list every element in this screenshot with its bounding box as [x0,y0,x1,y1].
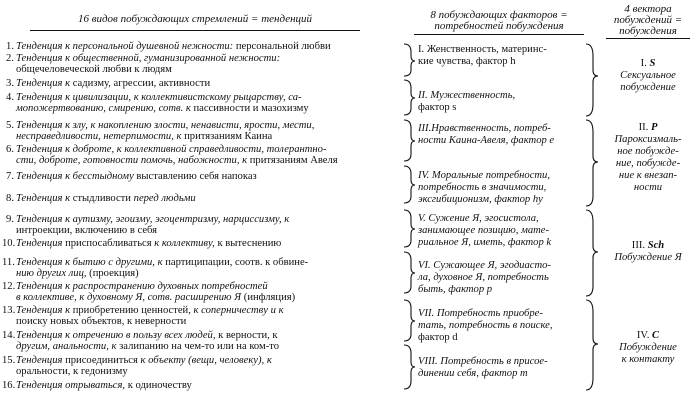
text-fragment: приобретению ценностей, [70,305,194,316]
text-fragment: потребность в значимости, [418,182,547,194]
text-fragment: I. [640,58,647,69]
text-fragment: VII. Потребность приобре- [418,308,543,319]
tendency-item-cont [2,65,410,76]
tendency-item [2,194,410,205]
text-fragment: кие чувства, фактор h [418,56,516,68]
vector-s [598,58,698,94]
tendency-item [2,306,410,317]
tendency-item-cont [2,293,410,304]
text-fragment: 12. [2,281,16,292]
text-fragment: 5. [6,120,14,131]
tendency-item [2,172,410,183]
tendency-item [2,42,410,53]
text-fragment: тать, потребность в поиске, [418,320,553,332]
text-fragment: 13. [2,305,16,316]
text-fragment: побуждение [620,82,676,93]
text-fragment: быть, фактор p [418,284,493,296]
text-fragment: нию других лиц, [16,268,87,279]
header-tendencies: 16 видов побуждающих стремлений = тенденций [77,13,313,25]
tendency-item-cont [2,132,410,143]
text-fragment: Тенденция [16,238,63,249]
tendency-item-cont [2,342,410,353]
text-fragment: Тенденция к бесстыдному [16,171,134,182]
text-fragment: притязаниям Авеля [247,155,338,166]
text-fragment: Тенденция к [16,193,71,204]
text-fragment: 6. [6,144,14,155]
tendency-item [2,145,410,156]
vector-p [598,122,698,194]
text-fragment: к вытеснению [214,238,282,249]
tendency-item [2,282,410,293]
tendency-item [2,356,410,367]
text-fragment: общечеловеческой любви к людям [16,64,172,75]
text-fragment: к объекту (вещи, человеку), к [140,355,272,366]
text-fragment: Тенденция к аутизму, эгоизму, эгоцентризму, нарциссизму, к [16,214,290,225]
text-fragment: к коллективу, [154,238,215,249]
text-fragment: I. Женственность, материнс- [418,44,547,55]
text-fragment: к одиночеству [125,380,192,391]
tendency-item-cont [2,317,410,328]
text-fragment: Сексуальное [620,70,676,81]
factor-4 [418,170,588,207]
header-vectors-rule [606,38,690,39]
text-fragment: к верности, к [215,330,278,341]
tendency-item [2,258,410,269]
tendency-item [2,121,410,132]
tendency-item [2,215,410,226]
text-fragment: 1. [6,41,14,52]
header-factors-rule [414,34,584,35]
tendency-item-cont [2,367,410,378]
text-fragment: Тенденция к [16,78,71,89]
text-fragment: Побуждение [619,342,677,353]
header-vectors-line2: побуждений = [613,14,683,26]
text-fragment: приспосабливаться [62,238,155,249]
text-fragment: 15. [2,355,16,366]
text-fragment: 9. [6,214,14,225]
text-fragment: фактор d [418,332,458,344]
header-tendencies-rule [30,30,360,31]
text-fragment: притязаниям Каина [181,131,273,142]
header-factors-line1: 8 побуждающих факторов = [430,9,568,21]
factor-6 [418,260,588,297]
text-fragment: выставлению себя напоказ [133,171,257,182]
text-fragment: риальное Я, иметь, фактор k [418,237,552,249]
text-fragment: мопожертвованию, смирению, сотв. к [16,103,191,114]
text-fragment: садизму, агрессии, активности [70,78,211,89]
header-factors-line2: потребностей побуждения [434,20,564,32]
text-fragment: эксгибиционизм, фактор hy [418,194,543,206]
text-fragment: партиципации, соотв. к обвине- [162,257,309,268]
text-fragment: 4. [6,92,14,103]
text-fragment: 11. [2,257,15,268]
text-fragment: залипанию на чем-то или на ком-то [116,341,280,352]
text-fragment: Тенденция к доброте, к коллективной справедливости, толерантно- [16,144,327,155]
tendency-item [2,239,410,250]
text-fragment: ние, побужде- [615,158,681,169]
text-fragment: ности [633,182,663,193]
tendency-item-cont [2,156,410,167]
text-fragment: C [652,330,660,341]
text-fragment: 8. [6,193,14,204]
text-fragment: (проекция) [86,268,139,279]
text-fragment: IV. Моральные потребности, [418,170,550,181]
text-fragment: 14. [2,330,16,341]
text-fragment: ное побужде- [617,146,679,157]
text-fragment: Sch [647,240,665,251]
text-fragment: Тенденция к бытию с другими, к [16,257,163,268]
text-fragment: VIII. Потребность в присое- [418,356,548,367]
text-fragment: Тенденция к распространению духовных потребностей [16,281,268,292]
tendency-item [2,331,410,342]
text-fragment: ности Каина-Авеля, фактор e [418,135,555,147]
text-fragment: присоединиться [62,355,141,366]
factor-7 [418,308,588,345]
text-fragment: к соперничеству и к [193,305,284,316]
factor-3 [418,123,588,147]
text-fragment: к контакту [621,354,675,365]
factor-8 [418,356,588,380]
text-fragment: VI. Сужающее Я, эгодиасто- [418,260,551,271]
tendency-item-cont [2,226,410,237]
text-fragment: V. Сужение Я, эгосистола, [418,213,539,224]
header-vectors-line1: 4 вектора [624,3,672,15]
text-fragment: 10. [2,238,16,249]
text-fragment: поиску новых объектов, к неверности [16,316,187,327]
text-fragment: III.Нравственность, потреб- [418,123,551,134]
text-fragment: пассивности и мазохизму [190,103,309,114]
header-vectors-line3: побуждения [619,25,677,37]
text-fragment: персональной любви [233,41,331,52]
text-fragment: Пароксизмаль- [614,134,682,145]
header-vectors [598,4,698,37]
text-fragment: IV. [636,330,650,341]
text-fragment: интроекции, включению в себя [16,225,158,236]
tendency-item-cont [2,269,410,280]
text-fragment: II. Мужественность, [418,90,516,101]
text-fragment: динении себя, фактор m [418,368,528,380]
text-fragment: Тенденция к злу, к накоплению злости, ненависти, ярости, мести, [16,120,315,131]
text-fragment: (инфляция) [241,292,296,303]
text-fragment: Тенденция к общественной, гуманизированной нежности: [16,53,281,64]
text-fragment: ние к внезап- [618,170,678,181]
tendency-item [2,54,410,65]
tendency-item-cont [2,104,410,115]
text-fragment: несправедливости, нетерпимости, к [16,131,182,142]
tendency-item [2,93,410,104]
text-fragment: S [649,58,656,69]
text-fragment: Тенденция отрываться, [16,380,126,391]
text-fragment: перед людьми [133,193,196,204]
factor-1 [418,44,588,68]
text-fragment: Тенденция к [16,305,71,316]
text-fragment: 3. [6,78,14,89]
text-fragment: Тенденция к отречению в пользу всех людей, [16,330,216,341]
text-fragment: оральности, к гедонизму [16,366,128,377]
text-fragment: 16. [2,380,16,391]
text-fragment: сти, доброте, готовности помочь, набожности, к [16,155,248,166]
text-fragment: в коллективе, к духовному Я, сотв. расширению Я [16,292,242,303]
text-fragment: Тенденция к цивилизации, к коллективистскому рыцарству, са- [16,92,302,103]
text-fragment: другим, анальности, к [16,341,117,352]
text-fragment: ла, духовное Я, потребность [418,272,549,284]
text-fragment: Тенденция [16,355,63,366]
text-fragment: P [650,122,658,133]
text-fragment: II. [638,122,649,133]
text-fragment: фактор s [418,102,457,114]
text-fragment: стыдливости [70,193,134,204]
vector-sch [598,240,698,264]
tendency-item [2,79,410,90]
text-fragment: Побуждение Я [614,252,682,263]
factor-2 [418,90,588,114]
factor-5 [418,213,588,250]
text-fragment: 2. [6,53,14,64]
text-fragment: занимающее позицию, мате- [418,225,550,237]
vector-c [598,330,698,366]
text-fragment: III. [631,240,646,251]
text-fragment: 7. [6,171,14,182]
header-factors [414,10,584,32]
text-fragment: Тенденция к персональной душевной нежности: [16,41,234,52]
tendency-item [2,381,410,392]
